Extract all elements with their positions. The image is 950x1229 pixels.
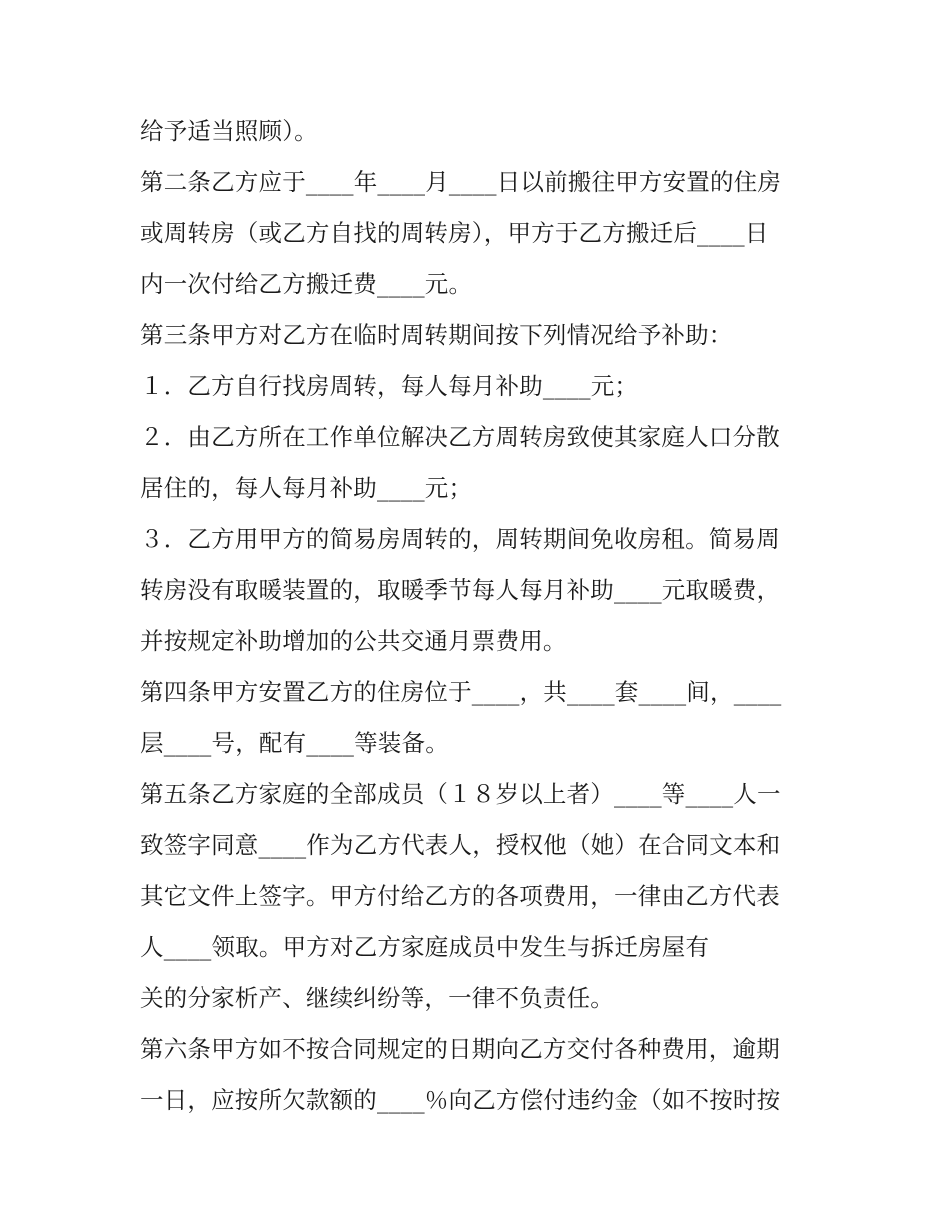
text-line: 第六条甲方如不按合同规定的日期向乙方交付各种费用，逾期: [140, 1035, 780, 1063]
text-line: ３．乙方用甲方的简易房周转的，周转期间免收房租。简易周: [140, 525, 780, 553]
text-line: １．乙方自行找房周转，每人每月补助____元；: [140, 372, 639, 400]
text-line: 或周转房（或乙方自找的周转房），甲方于乙方搬迁后____日: [140, 219, 769, 247]
text-line: 一日，应按所欠款额的____％向乙方偿付违约金（如不按时按: [140, 1086, 781, 1114]
text-line: ２．由乙方所在工作单位解决乙方周转房致使其家庭人口分散: [140, 423, 780, 451]
text-line: 第五条乙方家庭的全部成员（１８岁以上者）____等____人一: [140, 780, 781, 808]
text-line: 转房没有取暖装置的，取暖季节每人每月补助____元取暖费，: [140, 576, 781, 604]
text-line: 第三条甲方对乙方在临时周转期间按下列情况给予补助：: [140, 321, 733, 349]
text-line: 给予适当照顾）。: [140, 117, 318, 145]
text-line: 层____号，配有____等装备。: [140, 729, 449, 757]
text-line: 其它文件上签字。甲方付给乙方的各项费用，一律由乙方代表: [140, 882, 780, 910]
text-line: 内一次付给乙方搬迁费____元。: [140, 270, 473, 298]
text-line: 致签字同意____作为乙方代表人，授权他（她）在合同文本和: [140, 831, 781, 859]
text-line: 第二条乙方应于____年____月____日以前搬往甲方安置的住房: [140, 168, 782, 196]
text-line: 并按规定补助增加的公共交通月票费用。: [140, 627, 567, 655]
text-line: 第四条甲方安置乙方的住房位于____，共____套____间，____: [140, 678, 782, 706]
text-line: 人____领取。甲方对乙方家庭成员中发生与拆迁房屋有: [140, 933, 710, 961]
text-line: 关的分家析产、继续纠纷等，一律不负责任。: [140, 984, 614, 1012]
text-line: 居住的，每人每月补助____元；: [140, 474, 473, 502]
